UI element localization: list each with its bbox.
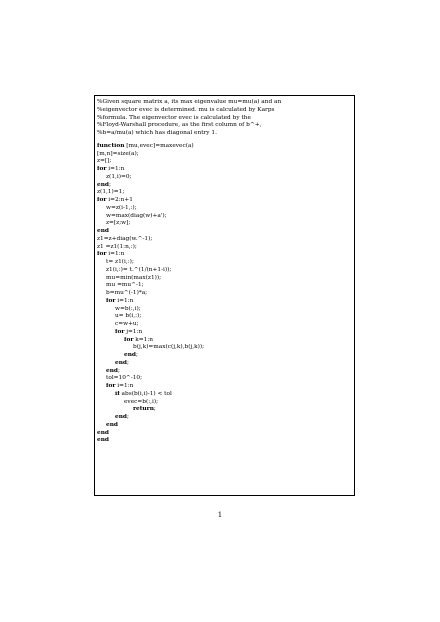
comment-line: %b=a/mu(a) which has diagonal entry 1. xyxy=(97,130,217,136)
code-line xyxy=(97,422,354,430)
code-line xyxy=(97,143,354,151)
code-keyword: end xyxy=(115,414,127,420)
code-text: ; xyxy=(117,367,120,374)
code-line xyxy=(97,228,354,236)
code-line xyxy=(97,430,354,438)
code-keyword: end xyxy=(97,429,109,436)
code-line xyxy=(97,399,354,407)
code-text: z(1,i)=0; xyxy=(106,173,132,180)
code-line xyxy=(97,259,354,267)
code-line xyxy=(97,213,354,221)
code-text: j=1:n xyxy=(124,328,143,335)
code-line xyxy=(97,205,354,213)
code-line xyxy=(97,189,354,197)
code-line xyxy=(97,197,354,205)
code-keyword: end xyxy=(97,228,109,234)
code-keyword: end xyxy=(106,421,118,428)
comment-line: %Given square matrix a, its max eigenvalue mu=mu(a) and an xyxy=(97,99,282,105)
code-text: w=b(:,i); xyxy=(115,305,141,312)
code-keyword: function xyxy=(97,142,125,149)
code-keyword: end xyxy=(124,352,136,358)
comment-line: %eigenvector evec is determined. mu is calculated by Karps xyxy=(97,106,275,113)
page-number: 1 xyxy=(217,511,223,519)
code-text: i=1:n xyxy=(106,251,125,258)
code-line xyxy=(97,360,354,368)
code-line xyxy=(97,391,354,399)
code-line xyxy=(97,383,354,391)
code-text: t= z1(i,:); xyxy=(106,259,134,265)
code-line xyxy=(97,437,354,445)
code-line xyxy=(97,352,354,360)
code-text: u= b(i,:); xyxy=(115,313,142,320)
code-line xyxy=(97,406,354,414)
code-text: ; xyxy=(153,406,156,413)
code-line xyxy=(97,158,354,166)
code-keyword: return xyxy=(133,406,154,413)
code-text: k=1:n xyxy=(133,336,154,343)
code-line xyxy=(97,251,354,259)
code-text: i=1:n xyxy=(106,166,125,172)
code-line xyxy=(97,306,354,314)
code-text: i=1:n xyxy=(115,297,134,304)
code-text: z1(i,:)= t.^(1/(n+1-i)); xyxy=(106,266,172,273)
code-keyword: for xyxy=(97,251,107,258)
code-keyword: for xyxy=(97,166,107,172)
code-line xyxy=(97,321,354,329)
code-text: b=mu^(-1)*a; xyxy=(106,290,148,296)
code-line xyxy=(97,236,354,244)
code-line xyxy=(97,244,354,252)
comment-line: %formula. The eigenvector evec is calculated by the xyxy=(97,114,251,121)
code-line xyxy=(97,337,354,345)
code-line xyxy=(97,375,354,383)
code-text: [mu,evec]=maxevec(a) xyxy=(124,142,194,149)
code-text: w=z(i-1,:); xyxy=(106,204,137,211)
code-line xyxy=(97,220,354,228)
code-line xyxy=(97,151,354,159)
code-text: i=2:n+1 xyxy=(106,197,133,203)
code-keyword: for xyxy=(106,297,116,304)
code-keyword: end xyxy=(115,359,127,366)
code-keyword: end xyxy=(97,181,109,188)
code-text: mu=min(max(z1)); xyxy=(106,274,162,281)
code-text: w=max(diag(w)+a'); xyxy=(106,212,167,219)
code-text: [m,n]=size(a); xyxy=(97,150,139,157)
comment-line: %Floyd-Warshall procedure, as the first column of b^+, xyxy=(97,122,262,129)
code-body xyxy=(97,143,354,445)
code-keyword: if xyxy=(115,390,120,397)
code-text: z=[]; xyxy=(97,158,112,165)
code-keyword: end xyxy=(97,437,109,444)
code-line xyxy=(97,174,354,182)
code-text: ; xyxy=(126,414,129,420)
code-text: c=w+u; xyxy=(115,321,139,327)
code-text: z=[z;w]; xyxy=(106,220,131,227)
code-line xyxy=(97,313,354,321)
code-line xyxy=(97,282,354,290)
code-keyword: for xyxy=(124,336,134,343)
code-line xyxy=(97,344,354,352)
code-line xyxy=(97,275,354,283)
code-listing-frame xyxy=(94,95,355,496)
code-keyword: end xyxy=(106,367,118,374)
code-line xyxy=(97,329,354,337)
code-text: abs(b(i,i)-1) < tol xyxy=(119,390,172,397)
code-text: tol=10^-10; xyxy=(106,375,143,382)
code-line xyxy=(97,290,354,298)
code-line xyxy=(97,298,354,306)
code-text: ; xyxy=(126,359,129,366)
code-keyword: for xyxy=(97,197,107,203)
code-line xyxy=(97,414,354,422)
code-comment-block xyxy=(97,99,354,138)
code-text: z1=z+diag(w.^-1); xyxy=(97,235,153,242)
code-line xyxy=(97,368,354,376)
code-keyword: for xyxy=(115,328,125,335)
code-text: i=1:n xyxy=(115,383,134,389)
code-text: z(1,1)=1; xyxy=(97,189,125,196)
code-line xyxy=(97,166,354,174)
code-text: ; xyxy=(108,181,111,188)
code-text: ; xyxy=(135,352,138,358)
code-line xyxy=(97,267,354,275)
code-text: b(j,k)=max(c(j,k),b(j,k)); xyxy=(133,344,205,351)
code-text: mu =mu^-1; xyxy=(106,282,144,289)
code-text: evec=b(:,i); xyxy=(124,398,159,405)
code-line xyxy=(97,182,354,190)
code-text: z1 =z1(1:n,:); xyxy=(97,243,137,250)
code-keyword: for xyxy=(106,383,116,389)
